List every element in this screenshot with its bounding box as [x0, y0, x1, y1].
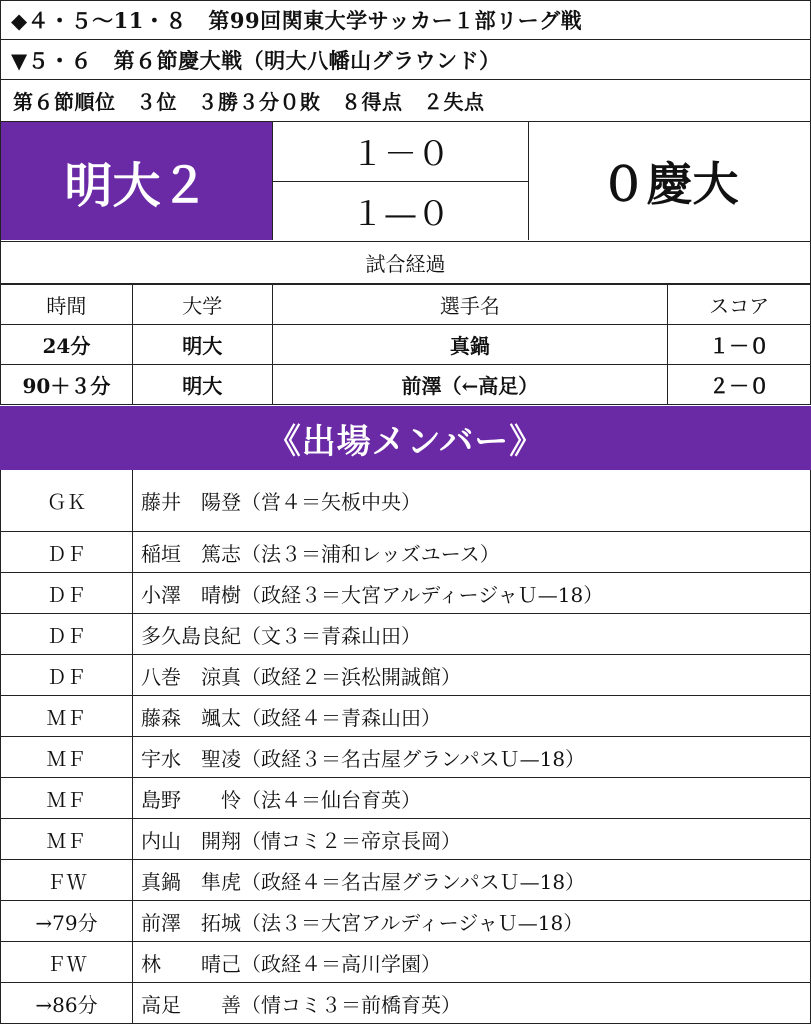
league-header: ◆４・５〜11・８ 第99回関東大学サッカー１部リーグ戦	[0, 0, 811, 40]
header-player: 選手名	[272, 285, 667, 325]
member-position: ＭＦ	[1, 696, 133, 736]
goals-header-row	[1, 285, 811, 325]
header-score: スコア	[668, 285, 811, 325]
goal-score: ２－０	[668, 365, 811, 405]
second-half-score: １—０	[272, 182, 529, 240]
member-position: ＭＦ	[1, 737, 133, 777]
member-position: ＦＷ	[1, 860, 133, 900]
member-name: 前澤 拓城（法３＝大宮アルディージャＵ—18）	[141, 910, 584, 935]
first-half-score: １－０	[272, 122, 529, 182]
member-row	[0, 819, 811, 860]
goal-score: １－０	[668, 325, 811, 365]
home-score: 明大２	[1, 122, 272, 240]
progress-title: 試合経過	[0, 242, 811, 284]
member-row	[0, 573, 811, 614]
goal-time: 24分	[1, 325, 133, 365]
member-row	[0, 696, 811, 737]
member-name: 多久島良紀（文３＝青森山田）	[141, 623, 421, 648]
member-row	[0, 983, 811, 1024]
member-name: 藤井 陽登（営４＝矢板中央）	[141, 490, 421, 514]
header-time: 時間	[1, 285, 133, 325]
member-name: 内山 開翔（情コミ２＝帝京長岡）	[141, 828, 461, 853]
member-position: →79分	[1, 901, 133, 941]
goal-university: 明大	[132, 365, 272, 405]
member-name: 稲垣 篤志（法３＝浦和レッズユース）	[141, 541, 500, 566]
member-name: 真鍋 隼虎（政経４＝名古屋グランパスＵ—18）	[141, 869, 586, 894]
member-position: ＤＦ	[1, 573, 133, 613]
member-name: 藤森 颯太（政経４＝青森山田）	[141, 705, 441, 730]
member-row	[0, 942, 811, 983]
member-position: ＤＦ	[1, 655, 133, 695]
member-row	[0, 614, 811, 655]
goal-player: 真鍋	[272, 325, 667, 365]
member-row	[0, 655, 811, 696]
goal-row	[1, 325, 811, 365]
members-title: 《出場メンバー》	[0, 406, 811, 470]
member-position: ＤＦ	[1, 532, 133, 572]
standing-line: 第６節順位 ３位 ３勝３分０敗 ８得点 ２失点	[0, 80, 811, 122]
member-name: 林 晴己（政経４＝高川学園）	[141, 951, 441, 976]
member-row	[0, 737, 811, 778]
members-roster	[0, 470, 811, 1024]
member-name: 宇水 聖凌（政経３＝名古屋グランパスＵ—18）	[141, 746, 586, 771]
member-position: ＧＫ	[1, 470, 133, 531]
member-row	[0, 860, 811, 901]
scoreboard	[0, 122, 811, 242]
member-position: ＤＦ	[1, 614, 133, 654]
header-university: 大学	[132, 285, 272, 325]
goals-table	[0, 284, 811, 405]
member-row	[0, 532, 811, 573]
member-name: 小澤 晴樹（政経３＝大宮アルディージャＵ—18）	[141, 582, 604, 607]
member-row	[0, 901, 811, 942]
member-position: ＦＷ	[1, 942, 133, 982]
member-row	[0, 778, 811, 819]
match-header: ▼５・６ 第６節慶大戦（明大八幡山グラウンド）	[0, 40, 811, 80]
goal-university: 明大	[132, 325, 272, 365]
member-position: ＭＦ	[1, 778, 133, 818]
member-position: →86分	[1, 983, 133, 1023]
away-score: ０慶大	[600, 157, 739, 211]
member-position: ＭＦ	[1, 819, 133, 859]
member-name: 島野 怜（法４＝仙台育英）	[141, 787, 421, 812]
member-name: 八巻 涼真（政経２＝浜松開誠館）	[141, 664, 461, 689]
member-name: 高足 善（情コミ３＝前橋育英）	[141, 992, 461, 1017]
member-row	[0, 470, 811, 532]
goal-player: 前澤（←高足）	[272, 365, 667, 405]
goal-row	[1, 365, 811, 405]
goal-time: 90＋３分	[1, 365, 133, 405]
